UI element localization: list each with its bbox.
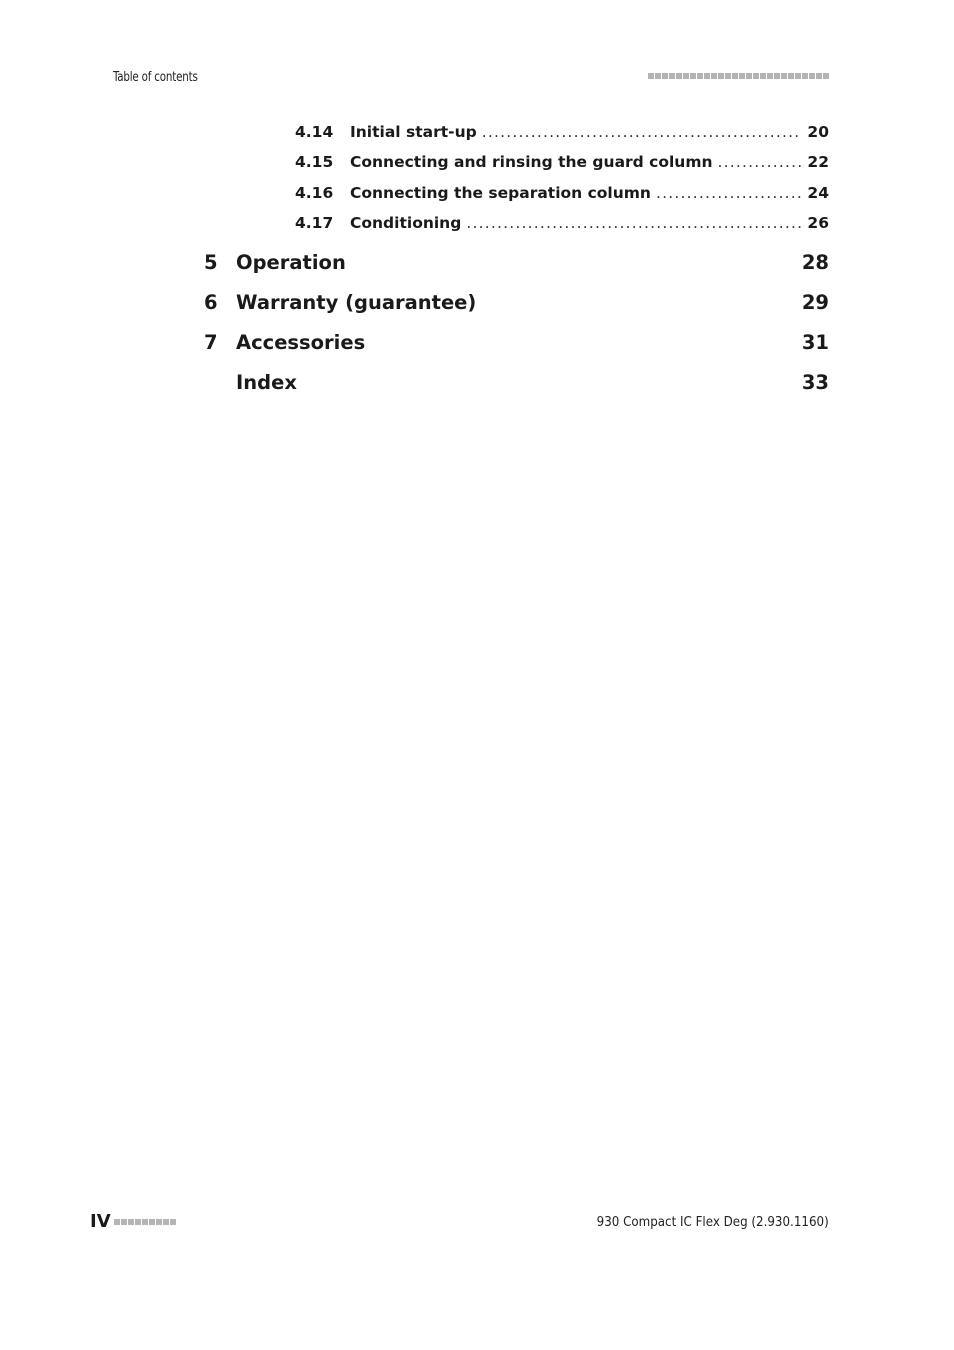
footer-page-number: IV <box>90 1211 111 1232</box>
toc-entry-page: 22 <box>807 153 829 171</box>
toc-chapter-title: Operation <box>236 251 346 274</box>
toc-dot-leader <box>466 212 802 234</box>
toc-chapter-6[interactable] <box>204 289 829 317</box>
toc-entry-4-16[interactable] <box>295 182 829 204</box>
toc-dot-leader <box>656 182 802 204</box>
toc-chapter-number: 5 <box>204 251 218 274</box>
running-header-title: Table of contents <box>113 70 198 85</box>
toc-chapter-number: 7 <box>204 331 218 354</box>
toc-entry-page: 20 <box>807 123 829 141</box>
toc-chapter-title: Index <box>236 371 297 394</box>
toc-entry-page: 24 <box>807 184 829 202</box>
toc-dot-leader <box>482 121 803 143</box>
toc-entry-page: 26 <box>807 214 829 232</box>
toc-entry-title: Initial start-up <box>350 123 477 141</box>
toc-dot-leader <box>718 151 803 173</box>
header-decor-squares <box>648 73 829 79</box>
toc-entry-number: 4.15 <box>295 153 334 171</box>
toc-entry-title: Connecting and rinsing the guard column <box>350 153 713 171</box>
toc-chapter-title: Accessories <box>236 331 366 354</box>
toc-chapter-page: 29 <box>801 291 829 314</box>
toc-entry-title: Connecting the separation column <box>350 184 651 202</box>
toc-entry-4-14[interactable] <box>295 121 829 143</box>
toc-entry-number: 4.14 <box>295 123 334 141</box>
toc-entry-4-15[interactable] <box>295 151 829 173</box>
toc-entry-4-17[interactable] <box>295 212 829 234</box>
toc-chapter-number: 6 <box>204 291 218 314</box>
toc-entry-title: Conditioning <box>350 214 462 232</box>
toc-chapter-page: 28 <box>801 251 829 274</box>
toc-chapter-title: Warranty (guarantee) <box>236 291 477 314</box>
toc-chapter-7[interactable] <box>204 329 829 357</box>
toc-chapter-5[interactable] <box>204 249 829 277</box>
toc-chapter-page: 31 <box>801 331 829 354</box>
footer-decor-squares <box>114 1219 176 1225</box>
toc-chapter-page: 33 <box>801 371 829 394</box>
toc-chapter-index[interactable] <box>204 369 829 397</box>
toc-entry-number: 4.17 <box>295 214 334 232</box>
footer-document-title: 930 Compact IC Flex Deg (2.930.1160) <box>596 1214 829 1230</box>
toc-entry-number: 4.16 <box>295 184 334 202</box>
